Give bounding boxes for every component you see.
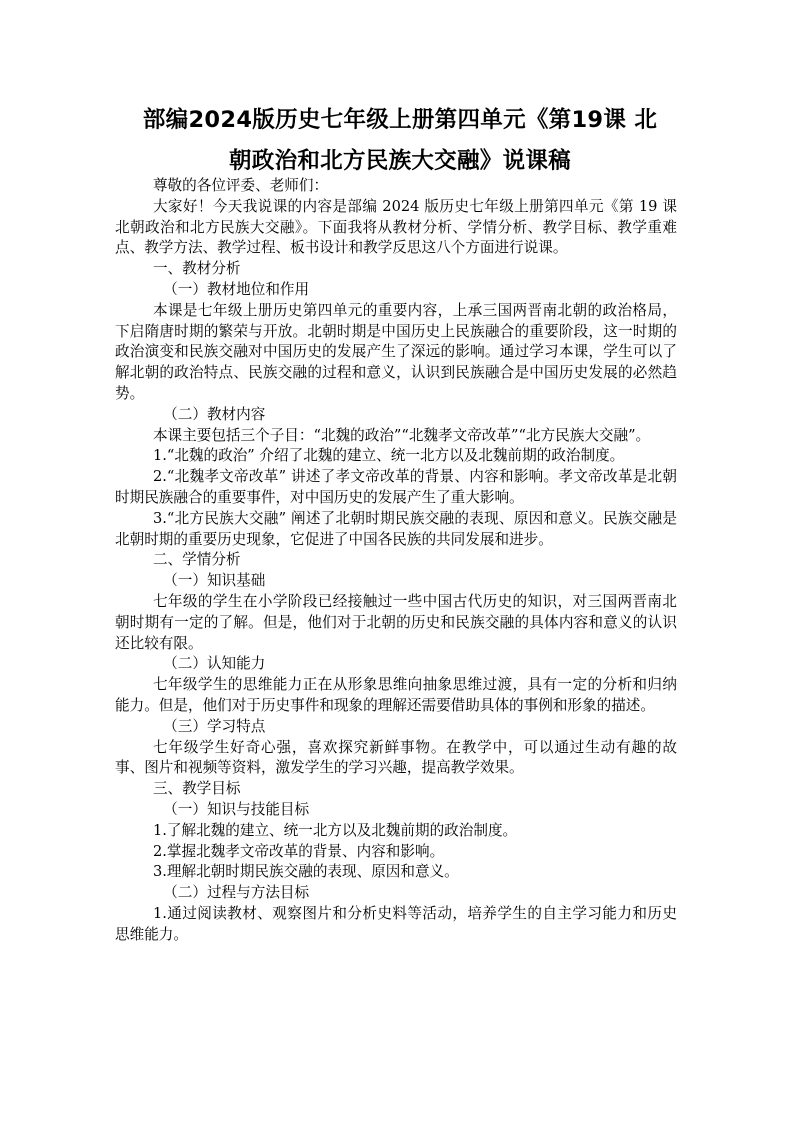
subsection-heading: （一）知识基础 xyxy=(163,572,266,590)
paragraph: 七年级学生的思维能力正在从形象思维向抽象思维过渡，具有一定的分析和归纳能力。但是，他们对于历史事件和现象的理解还需要借助具体的事例和形象的描述。 xyxy=(115,676,677,714)
greeting: 尊敬的各位评委、老师们： xyxy=(152,177,329,194)
subsection-heading: （一）知识与技能目标 xyxy=(163,800,310,818)
list-item: 1.“北魏的政治” 介绍了北魏的建立、统一北方以及北魏前期的政治制度。 xyxy=(152,447,625,465)
subsection-heading: （二）认知能力 xyxy=(163,655,266,673)
subsection-heading: （二）过程与方法目标 xyxy=(163,884,310,902)
list-item: 2.“北魏孝文帝改革” 讲述了孝文帝改革的背景、内容和影响。孝文帝改革是北朝时期民族融合的重要事件，对中国历史的发展产生了重大影响。 xyxy=(115,468,677,506)
subsection-heading: （二）教材内容 xyxy=(163,405,266,423)
subsection-heading: （一）教材地位和作用 xyxy=(163,280,310,298)
section-heading: 一、教材分析 xyxy=(152,260,241,278)
paragraph: 本课是七年级上册历史第四单元的重要内容，上承三国两晋南北朝的政治格局，下启隋唐时期的繁荣与开放。北朝时期是中国历史上民族融合的重要阶段，这一时期的政治演变和民族交融对中国历史的发展产生了深远的影响。通过学习本课，学生可以了解北朝的政治特点、民族交融的过程和意义，认识到民族融合是中国历史发展的必然趋势。 xyxy=(115,301,677,402)
title-line-2: 朝政治和北方民族大交融》说课稿 xyxy=(228,148,571,174)
title-line-1: 部编2024版历史七年级上册第四单元《第19课 北 xyxy=(142,107,658,133)
paragraph: 七年级学生好奇心强，喜欢探究新鲜事物。在教学中，可以通过生动有趣的故事、图片和视频等资料，激发学生的学习兴趣，提高教学效果。 xyxy=(115,738,677,777)
list-item: 1.了解北魏的建立、统一北方以及北魏前期的政治制度。 xyxy=(152,821,518,839)
list-item: 2.掌握北魏孝文帝改革的背景、内容和影响。 xyxy=(152,842,445,860)
paragraph: 七年级的学生在小学阶段已经接触过一些中国古代历史的知识，对三国两晋南北朝时期有一定的了解。但是，他们对于北朝的历史和民族交融的具体内容和意义的认识还比较有限。 xyxy=(115,592,677,652)
document-title xyxy=(110,100,690,182)
document-body xyxy=(115,176,677,945)
list-item: 3.理解北朝时期民族交融的表现、原因和意义。 xyxy=(152,863,459,881)
paragraph: 本课主要包括三个子目：“北魏的政治”“北魏孝文帝改革”“北方民族大交融”。 xyxy=(152,426,651,444)
list-item: 1.通过阅读教材、观察图片和分析史料等活动，培养学生的自主学习能力和历史思维能力。 xyxy=(115,904,677,943)
section-heading: 三、教学目标 xyxy=(152,780,241,798)
section-heading: 二、学情分析 xyxy=(152,551,241,569)
list-item: 3.“北方民族大交融” 阐述了北朝时期民族交融的表现、原因和意义。民族交融是北朝时期的重要历史现象，它促进了中国各民族的共同发展和进步。 xyxy=(115,509,677,548)
subsection-heading: （三）学习特点 xyxy=(163,717,266,735)
intro-paragraph: 大家好！今天我说课的内容是部编 2024 版历史七年级上册第四单元《第 19 课 北朝政治和北方民族大交融》。下面我将从教材分析、学情分析、教学目标、教学重难点、教学方法、教学过程、板书设计和教学反思这八个方面进行说课。 xyxy=(115,197,677,257)
